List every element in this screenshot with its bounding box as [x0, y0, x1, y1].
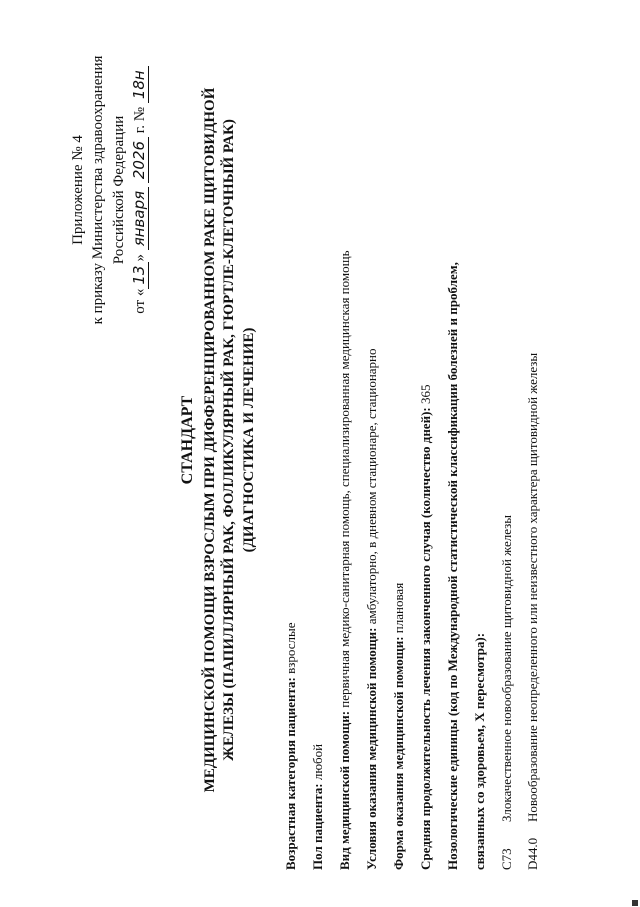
standard-title — [178, 40, 259, 840]
appendix-order-ref: к приказу Министерства здравоохранения — [90, 55, 107, 325]
date-prefix: от « — [131, 288, 148, 314]
field-nosology-2 — [471, 30, 489, 870]
title-line-3: (ДИАГНОСТИКА И ЛЕЧЕНИЕ) — [240, 327, 257, 553]
icd-code-list — [498, 30, 543, 870]
icd-code: D44.0 — [525, 837, 541, 870]
field-nosology-1 — [444, 30, 462, 870]
field-conditions-value: амбулаторно, в дневном стационаре, стационарно — [363, 348, 379, 625]
appendix-number: Приложение № 4 — [70, 135, 86, 245]
field-nosology-label-2: связанных со здоровьем, X пересмотра): — [471, 632, 487, 870]
field-age-label: Возрастная категория пациента: — [283, 677, 298, 870]
date-suffix: г. № — [131, 106, 148, 134]
scan-mark — [632, 900, 638, 906]
icd-code-row — [524, 30, 542, 870]
appendix-date-line — [129, 20, 150, 360]
field-form-label: Форма оказания медицинской помощи: — [390, 636, 406, 870]
standard-fields — [282, 30, 551, 870]
field-form — [390, 30, 408, 870]
field-kind-value: первичная медико-санитарная помощь, специализированная медицинская помощь — [336, 250, 352, 708]
field-duration-label: Средняя продолжительность лечения законченного случая (количество дней): — [417, 407, 433, 870]
appendix-ministry: Российской Федерации — [110, 115, 127, 265]
handwritten-order-number: 18н — [130, 66, 149, 103]
field-age — [282, 30, 300, 870]
field-conditions-label: Условия оказания медицинской помощи: — [363, 627, 379, 870]
field-sex-value: любой — [309, 743, 325, 781]
date-mid: » — [131, 254, 148, 262]
title-line-2: ЖЕЛЕЗЫ (ПАПИЛЛЯРНЫЙ РАК, ФОЛЛИКУЛЯРНЫЙ РАК, ГЮРТЛЕ-КЛЕТОЧНЫЙ РАК) — [221, 119, 238, 761]
icd-code-name: Новообразование неопределенного или неизвестного характера щитовидной железы — [525, 352, 541, 822]
title-heading: СТАНДАРТ — [179, 395, 196, 485]
field-form-value: плановая — [390, 582, 406, 634]
field-sex — [309, 30, 327, 870]
handwritten-year: 2026 — [130, 137, 149, 183]
field-nosology-label-1: Нозологические единицы (код по Международной статистической классификации болезней и проблем, — [444, 262, 460, 870]
field-age-value: взрослые — [283, 622, 298, 674]
icd-code-row — [498, 30, 516, 870]
field-duration-value: 365 — [417, 384, 433, 405]
icd-code: C73 — [498, 848, 514, 870]
icd-code-name: Злокачественное новообразование щитовидной железы — [498, 514, 514, 822]
field-kind — [336, 30, 354, 870]
field-sex-label: Пол пациента: — [309, 783, 325, 870]
field-conditions — [363, 30, 381, 870]
title-line-1: МЕДИЦИНСКОЙ ПОМОЩИ ВЗРОСЛЫМ ПРИ ДИФФЕРЕНЦИРОВАННОМ РАКЕ ЩИТОВИДНОЙ — [201, 87, 218, 793]
handwritten-day: 13 — [130, 262, 149, 289]
handwritten-month: января — [130, 187, 149, 250]
field-duration — [417, 30, 435, 870]
field-kind-label: Вид медицинской помощи: — [336, 710, 352, 870]
rotated-content — [60, 20, 620, 880]
appendix-block — [68, 20, 150, 360]
